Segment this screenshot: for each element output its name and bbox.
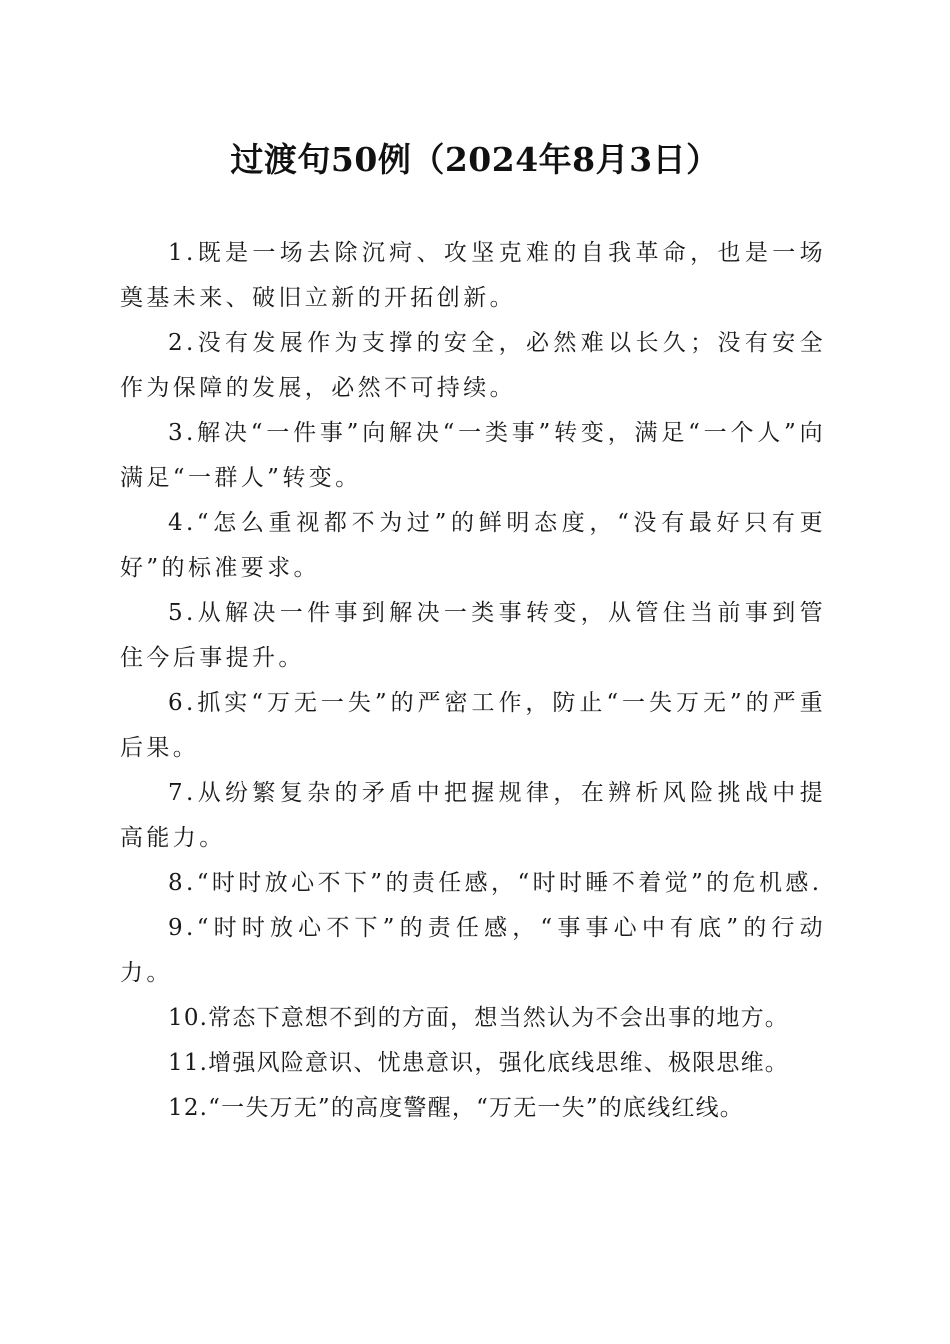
list-item: 9.“时时放心不下”的责任感，“事事心中有底”的行动力。 — [120, 915, 826, 986]
list-item: 8.“时时放心不下”的责任感，“时时睡不着觉”的危机感. — [168, 870, 823, 896]
list-item: 6.抓实“万无一失”的严密工作，防止“一失万无”的严重后果。 — [120, 690, 826, 761]
list-item: 5.从解决一件事到解决一类事转变，从管住当前事到管住今后事提升。 — [120, 600, 826, 671]
list-item: 3.解决“一件事”向解决“一类事”转变，满足“一个人”向满足“一群人”转变。 — [120, 420, 826, 491]
document-title: 过渡句50例（2024年8月3日） — [230, 140, 720, 179]
list-item: 1.既是一场去除沉疴、攻坚克难的自我革命，也是一场奠基未来、破旧立新的开拓创新。 — [120, 240, 826, 311]
list-item: 11.增强风险意识、忧患意识，强化底线思维、极限思维。 — [168, 1050, 789, 1076]
list-item: 12.“一失万无”的高度警醒，“万无一失”的底线红线。 — [168, 1095, 745, 1121]
list-item: 4.“怎么重视都不为过”的鲜明态度，“没有最好只有更好”的标准要求。 — [120, 510, 826, 581]
list-item: 10.常态下意想不到的方面，想当然认为不会出事的地方。 — [168, 1005, 789, 1031]
list-item: 7.从纷繁复杂的矛盾中把握规律，在辨析风险挑战中提高能力。 — [120, 780, 826, 851]
list-item: 2.没有发展作为支撑的安全，必然难以长久；没有安全作为保障的发展，必然不可持续。 — [120, 330, 826, 401]
document-body — [120, 231, 826, 1131]
